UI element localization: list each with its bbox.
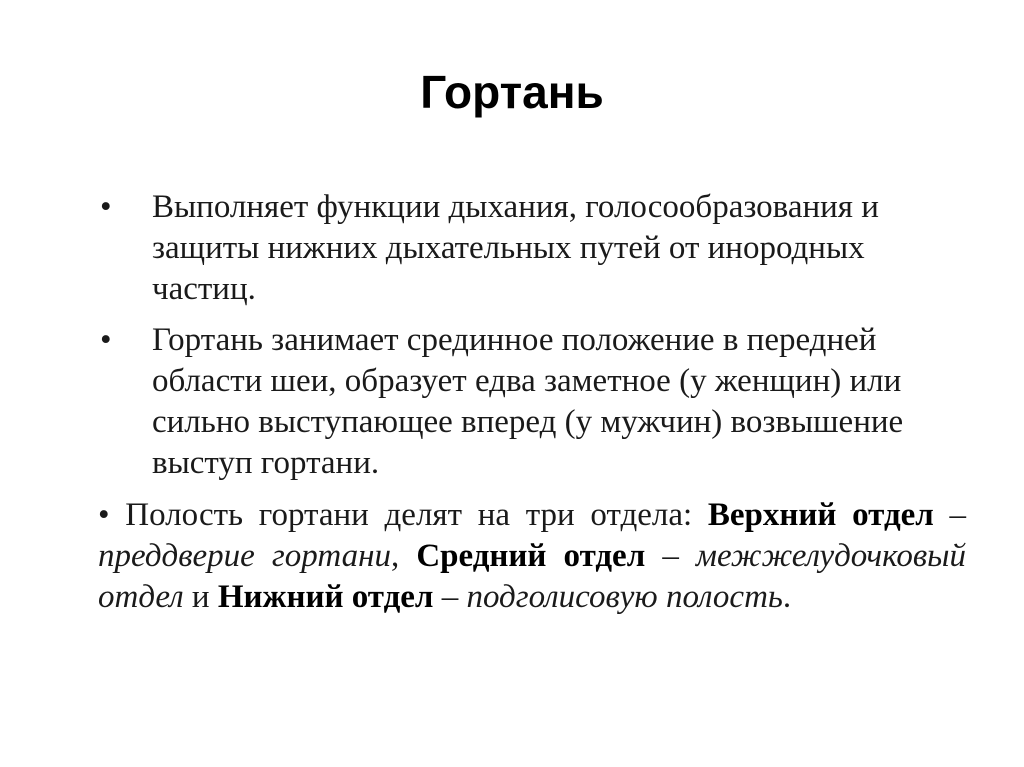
- and-word: и: [183, 579, 218, 615]
- comma: ,: [390, 538, 417, 574]
- lower-division-desc: подголисовую полость: [466, 579, 783, 615]
- dash: –: [933, 497, 967, 533]
- upper-division-label: Верхний отдел: [707, 497, 934, 533]
- middle-division-desc: межжелудочковый отдел: [98, 538, 967, 615]
- bullet-mark: •: [100, 322, 112, 358]
- dash: –: [433, 579, 467, 615]
- paragraph-divisions: [98, 495, 966, 618]
- paragraph-lead: Полость гортани делят на три отдела:: [109, 497, 708, 533]
- bullet-text: Гортань занимает срединное положение в передней области шеи, образует едва заметное (у женщин) или сильно выступающее вперед (у мужчин) возвышение выступ гортани.: [152, 322, 904, 481]
- upper-division-desc: преддверие гортани: [98, 538, 391, 574]
- period: .: [782, 579, 792, 615]
- slide-title: Гортань: [420, 66, 604, 118]
- bullet-mark: •: [98, 497, 110, 533]
- middle-division-label: Средний отдел: [416, 538, 646, 574]
- bullet-text: Выполняет функции дыхания, голосообразования и защиты нижних дыхательных путей от инородных частиц.: [152, 189, 879, 307]
- dash: –: [645, 538, 696, 574]
- bullet-mark: •: [100, 189, 112, 225]
- lower-division-label: Нижний отдел: [217, 579, 434, 615]
